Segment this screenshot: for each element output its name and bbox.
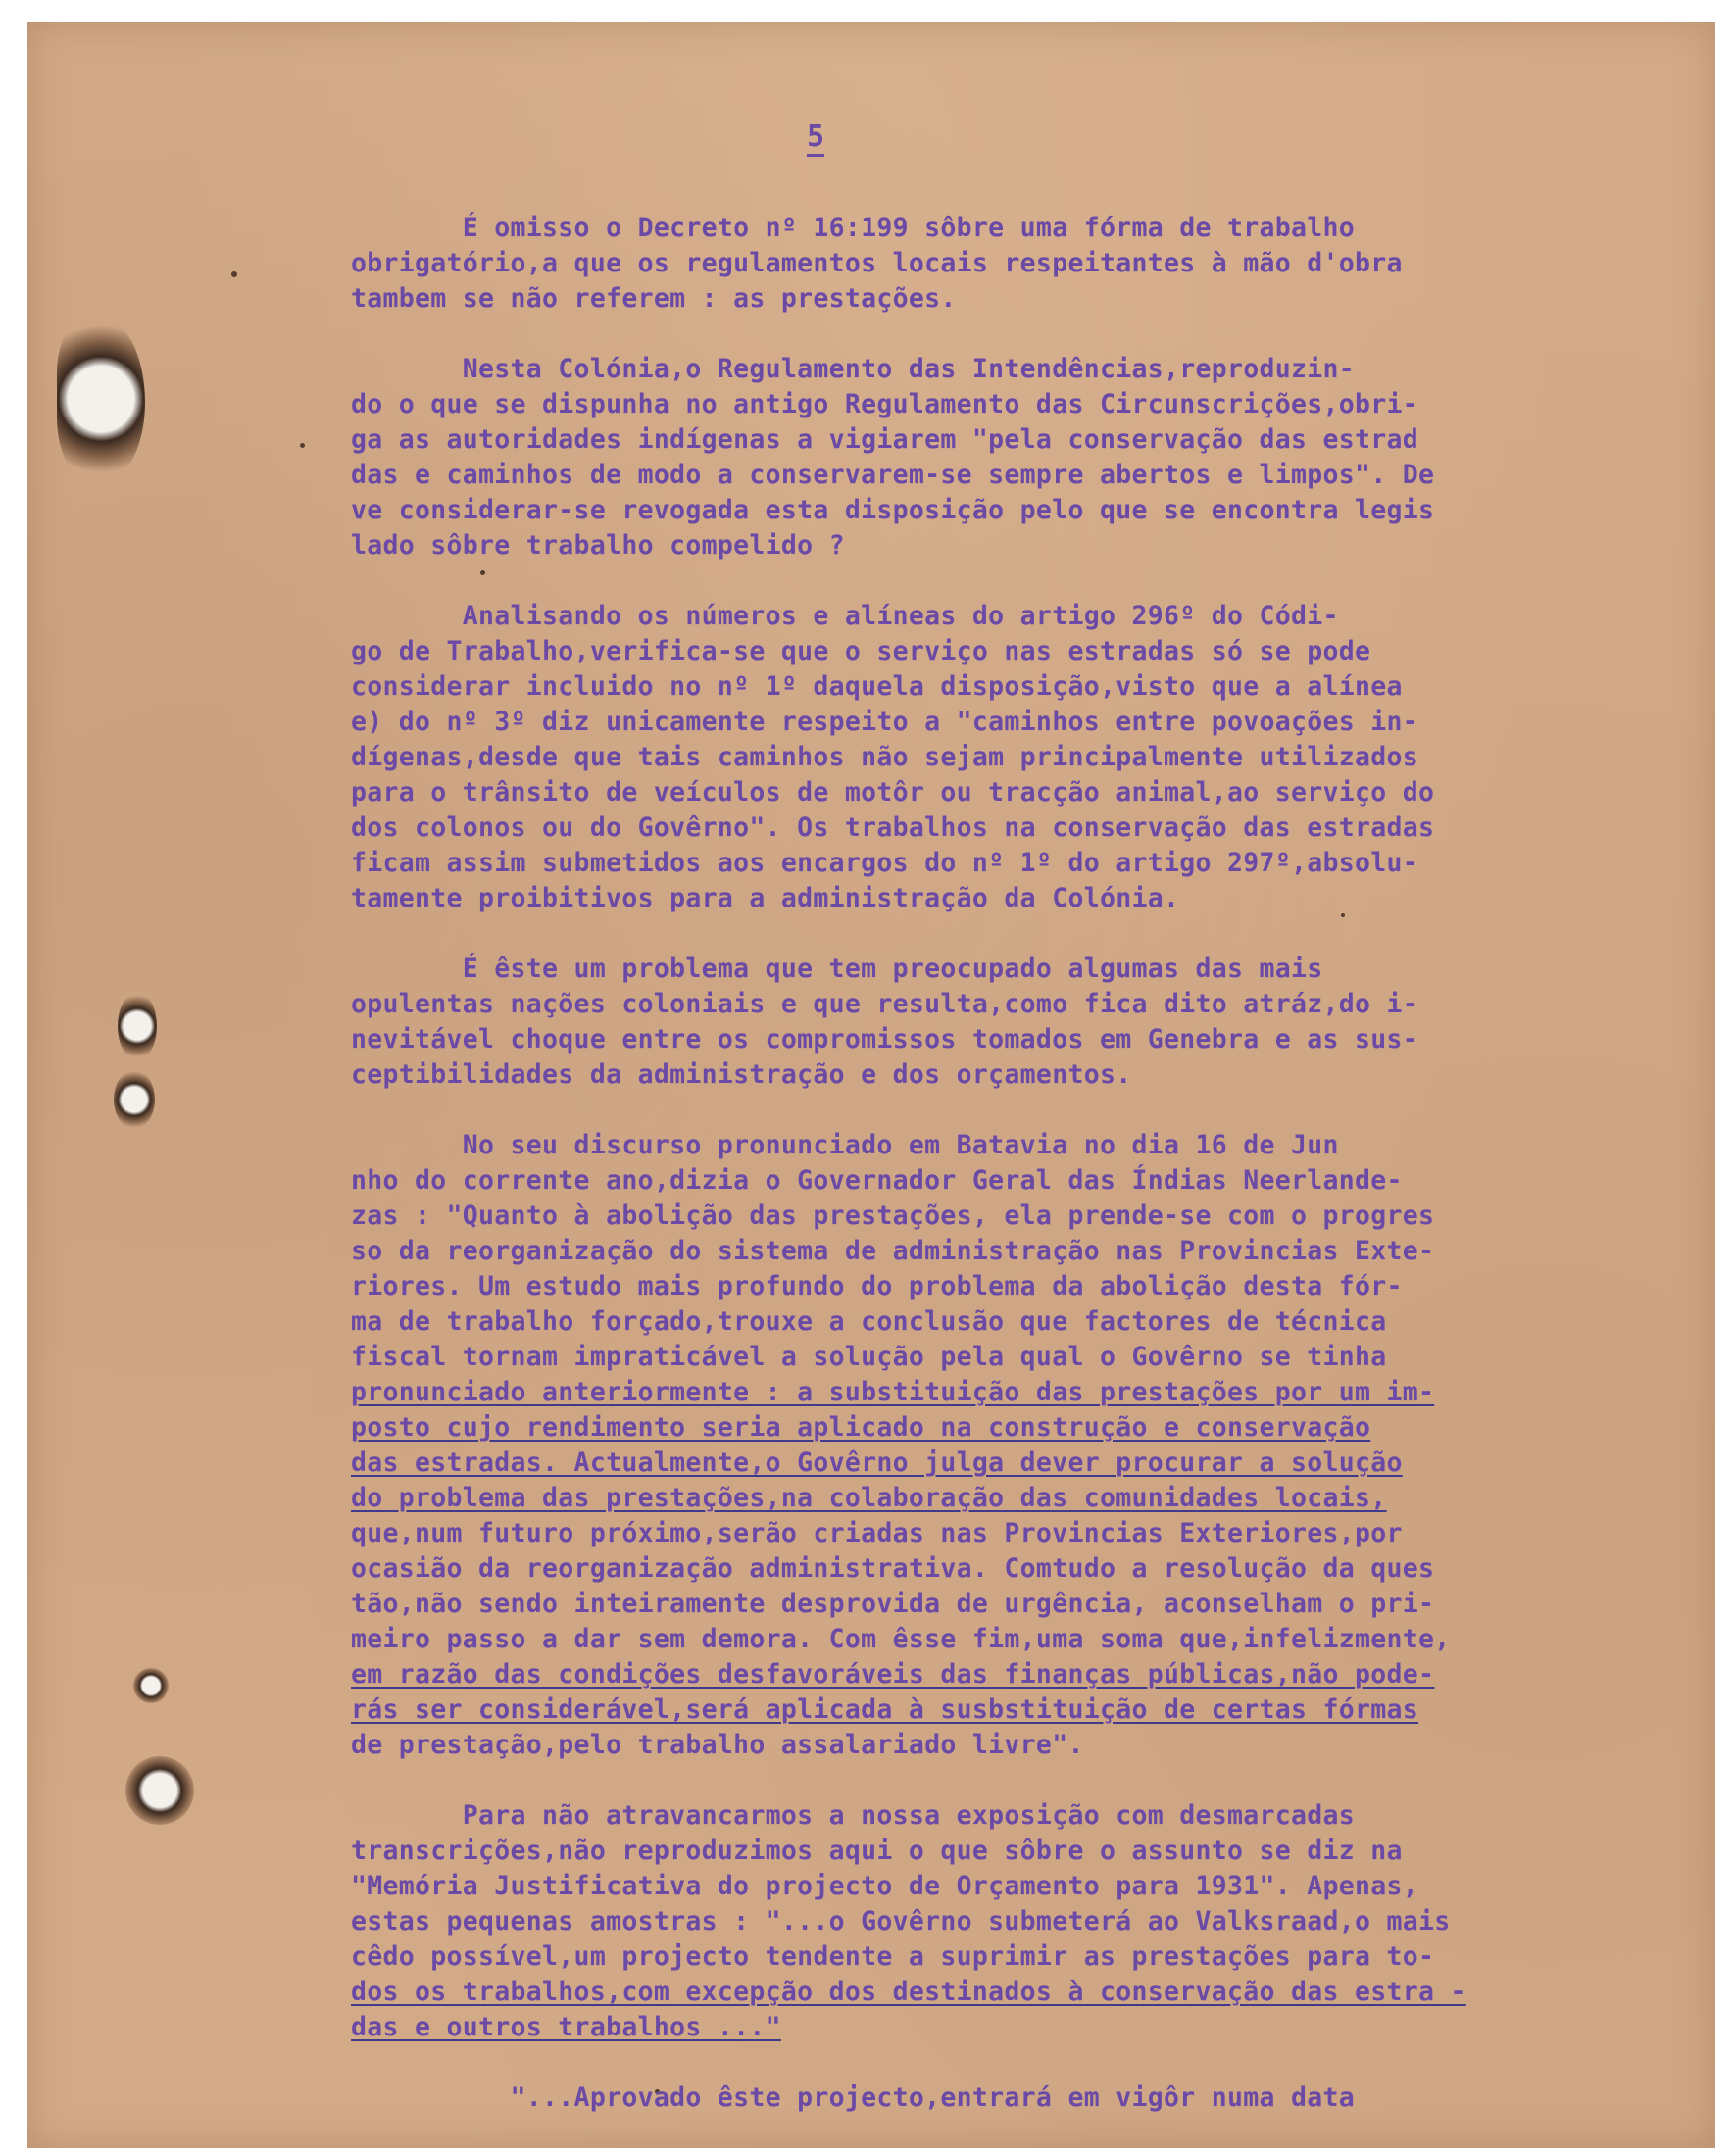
- text-line: e) do nº 3º diz unicamente respeito a "caminhos entre povoações in-: [351, 707, 1419, 737]
- burn-hole-margin-lower: [133, 1668, 169, 1703]
- text-line: No seu discurso pronunciado em Batavia no dia 16 de Jun: [351, 1130, 1339, 1160]
- paragraph-1: [351, 211, 1704, 317]
- underlined-text-line: posto cujo rendimento seria aplicado na construção e conservação: [351, 1412, 1371, 1443]
- text-line: obrigatório,a que os regulamentos locais respeitantes à mão d'obra: [351, 248, 1403, 278]
- document-body: [351, 211, 1704, 2151]
- text-line: "...Aprovado êste projecto,entrará em vigôr numa data: [351, 2082, 1356, 2113]
- text-line: meiro passo a dar sem demora. Com êsse fim,uma soma que,infelizmente,: [351, 1624, 1451, 1654]
- text-line: Analisando os números e alíneas do artigo 296º do Códi-: [351, 601, 1339, 631]
- text-line: ve considerar-se revogada esta disposição pelo que se encontra legis: [351, 495, 1435, 525]
- text-line: lado sôbre trabalho compelido ?: [351, 530, 845, 561]
- text-line: estas pequenas amostras : "...o Govêrno submeterá ao Valksraad,o mais: [351, 1906, 1451, 1936]
- text-line: de prestação,pelo trabalho assalariado livre".: [351, 1730, 1084, 1760]
- text-line: Para não atravancarmos a nossa exposição com desmarcadas: [351, 1800, 1356, 1831]
- underlined-text-line: em razão das condições desfavoráveis das finanças públicas,não pode-: [351, 1659, 1435, 1690]
- underlined-text-line: dos os trabalhos,com excepção dos destinados à conservação das estra -: [351, 1977, 1466, 2007]
- paragraph-4: [351, 952, 1704, 1093]
- text-line: fiscal tornam impraticável a solução pela qual o Govêrno se tinha: [351, 1342, 1387, 1372]
- paragraph-2: [351, 352, 1704, 564]
- underlined-text-line: rás ser considerável,será aplicada à susbstituição de certas fórmas: [351, 1694, 1419, 1725]
- burn-hole-margin-bottom: [125, 1756, 194, 1825]
- text-line: dígenas,desde que tais caminhos não sejam principalmente utilizados: [351, 742, 1419, 772]
- burn-hole-margin-upper: [118, 992, 157, 1060]
- underlined-text-line: pronunciado anteriormente : a substituição das prestações por um im-: [351, 1377, 1435, 1407]
- text-line: nevitável choque entre os compromissos tomados em Genebra e as sus-: [351, 1024, 1419, 1054]
- text-line: ocasião da reorganização administrativa. Comtudo a resolução da ques: [351, 1553, 1435, 1584]
- underlined-text-line: do problema das prestações,na colaboração das comunidades locais,: [351, 1483, 1387, 1513]
- ink-speck: [231, 271, 237, 277]
- text-line: ma de trabalho forçado,trouxe a conclusão que factores de técnica: [351, 1306, 1387, 1337]
- text-line: so da reorganização do sistema de administração nas Provincias Exte-: [351, 1236, 1435, 1266]
- text-line: "Memória Justificativa do projecto de Orçamento para 1931". Apenas,: [351, 1871, 1419, 1901]
- text-line: opulentas nações coloniais e que resulta,como fica dito atráz,do i-: [351, 989, 1419, 1019]
- page-number: 5: [806, 120, 825, 154]
- text-line: ficam assim submetidos aos encargos do nº 1º do artigo 297º,absolu-: [351, 848, 1419, 878]
- text-line: ceptibilidades da administração e dos orçamentos.: [351, 1059, 1132, 1090]
- underlined-text-line: das e outros trabalhos ...": [351, 2012, 781, 2042]
- paragraph-5-quotation: [351, 1128, 1704, 1763]
- text-line: riores. Um estudo mais profundo do problema da abolição desta fór-: [351, 1271, 1403, 1301]
- underlined-text-line: das estradas. Actualmente,o Govêrno julga dever procurar a solução: [351, 1447, 1403, 1478]
- paragraph-6: [351, 1798, 1704, 2045]
- text-line: tão,não sendo inteiramente desprovida de urgência, aconselham o pri-: [351, 1589, 1435, 1619]
- text-line: que,num futuro próximo,serão criadas nas Provincias Exteriores,por: [351, 1518, 1403, 1548]
- text-line: zas : "Quanto à abolição das prestações, ela prende-se com o progres: [351, 1200, 1435, 1231]
- text-line: nho do corrente ano,dizia o Governador Geral das Índias Neerlande-: [351, 1165, 1403, 1196]
- text-line: transcrições,não reproduzimos aqui o que sôbre o assunto se diz na: [351, 1836, 1403, 1866]
- text-line: tamente proibitivos para a administração da Colónia.: [351, 883, 1180, 913]
- text-line: do o que se dispunha no antigo Regulamento das Circunscrições,obri-: [351, 389, 1419, 419]
- text-line: ga as autoridades indígenas a vigiarem "pela conservação das estrad: [351, 424, 1419, 455]
- text-line: para o trânsito de veículos de motôr ou tracção animal,ao serviço do: [351, 777, 1435, 808]
- ink-speck: [300, 443, 305, 448]
- text-line: cêdo possível,um projecto tendente a suprimir as prestações para to-: [351, 1941, 1435, 1972]
- text-line: go de Trabalho,verifica-se que o serviço nas estradas só se pode: [351, 636, 1371, 666]
- burn-hole-margin-middle: [114, 1070, 155, 1129]
- text-line: tambem se não referem : as prestações.: [351, 283, 957, 314]
- text-line: É omisso o Decreto nº 16:199 sôbre uma fórma de trabalho: [351, 213, 1356, 243]
- text-line: considerar incluido no nº 1º daquela disposição,visto que a alínea: [351, 671, 1403, 702]
- paragraph-3: [351, 599, 1704, 916]
- text-line: das e caminhos de modo a conservarem-se sempre abertos e limpos". De: [351, 460, 1435, 490]
- text-line: É êste um problema que tem preocupado algumas das mais: [351, 954, 1323, 984]
- paragraph-7: [351, 2081, 1704, 2116]
- text-line: Nesta Colónia,o Regulamento das Intendências,reproduzin-: [351, 354, 1356, 384]
- text-line: dos colonos ou do Govêrno". Os trabalhos na conservação das estradas: [351, 812, 1435, 843]
- burn-hole-left-edge: [57, 316, 145, 482]
